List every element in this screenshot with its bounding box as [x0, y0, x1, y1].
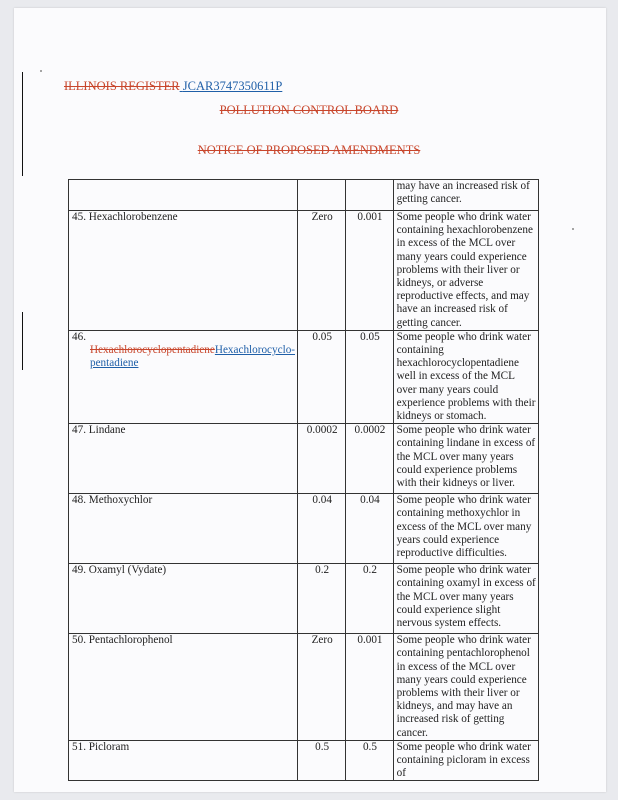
mcl-cell: 0.2 [346, 564, 393, 634]
register-struck-text: ILLINOIS REGISTER [64, 79, 180, 93]
contaminant-cell: 45. Hexachlorobenzene [69, 211, 298, 331]
mclg-cell [298, 180, 346, 211]
health-effect-cell: Some people who drink water containing hexachlorobenzene in excess of the MCL over many years could experience problems with their liver or kidneys, or adverse reproductive effects, and may have an increased risk of getting cancer. [393, 211, 538, 331]
mclg-cell: 0.04 [298, 494, 346, 564]
register-header [64, 79, 282, 93]
contaminant-inserted-name: Hexachlorocyclo-pentadiene [90, 344, 296, 370]
contaminant-cell [69, 180, 298, 211]
contaminant-cell: 51. Picloram [69, 740, 298, 781]
mclg-cell: 0.5 [298, 740, 346, 781]
health-effect-cell: may have an increased risk of getting cancer. [393, 180, 538, 211]
register-inserted-text: JCAR3747350611P [182, 79, 283, 93]
scan-speck [572, 228, 574, 230]
contaminant-table [68, 179, 539, 781]
mcl-cell: 0.04 [346, 494, 393, 564]
table-row [69, 740, 539, 781]
change-bar-middle [22, 312, 23, 370]
table-row [69, 494, 539, 564]
mcl-cell: 0.5 [346, 740, 393, 781]
notice-title: NOTICE OF PROPOSED AMENDMENTS [197, 143, 421, 157]
board-title: POLLUTION CONTROL BOARD [219, 103, 399, 117]
contaminant-cell: 50. Pentachlorophenol [69, 634, 298, 741]
health-effect-cell: Some people who drink water containing lindane in excess of the MCL over many years could experience problems with their kidneys or liver. [393, 424, 538, 494]
contaminant-cell: 48. Methoxychlor [69, 494, 298, 564]
table-row [69, 424, 539, 494]
contaminant-cell [69, 330, 298, 423]
mclg-cell: Zero [298, 211, 346, 331]
mclg-cell: 0.2 [298, 564, 346, 634]
mcl-cell: 0.05 [346, 330, 393, 423]
mcl-cell: 0.0002 [346, 424, 393, 494]
contaminant-number: 46. [72, 330, 86, 343]
mcl-cell: 0.001 [346, 634, 393, 741]
table-row [69, 180, 539, 211]
mcl-cell: 0.001 [346, 211, 393, 331]
mclg-cell: Zero [298, 634, 346, 741]
table-row [69, 564, 539, 634]
scan-speck [40, 70, 42, 72]
health-effect-cell: Some people who drink water containing oxamyl in excess of the MCL over many years could experience slight nervous system effects. [393, 564, 538, 634]
mclg-cell: 0.0002 [298, 424, 346, 494]
table-row [69, 211, 539, 331]
table-row [69, 330, 539, 423]
health-effect-cell: Some people who drink water containing picloram in excess of [393, 740, 538, 781]
mclg-cell: 0.05 [298, 330, 346, 423]
health-effect-cell: Some people who drink water containing methoxychlor in excess of the MCL over many years could experience reproductive difficulties. [393, 494, 538, 564]
contaminant-cell: 47. Lindane [69, 424, 298, 494]
mcl-cell [346, 180, 393, 211]
health-effect-cell: Some people who drink water containing hexachlorocyclopentadiene well in excess of the MCL over many years could experience problems with their kidneys or stomach. [393, 330, 538, 423]
change-bar-top [22, 72, 23, 176]
table-row [69, 634, 539, 741]
contaminant-struck-name: Hexachlorocyclopentadiene [90, 344, 215, 357]
contaminant-cell: 49. Oxamyl (Vydate) [69, 564, 298, 634]
health-effect-cell: Some people who drink water containing pentachlorophenol in excess of the MCL over many years could experience problems with their liver or kidneys, and may have an increased risk of getting cancer. [393, 634, 538, 741]
